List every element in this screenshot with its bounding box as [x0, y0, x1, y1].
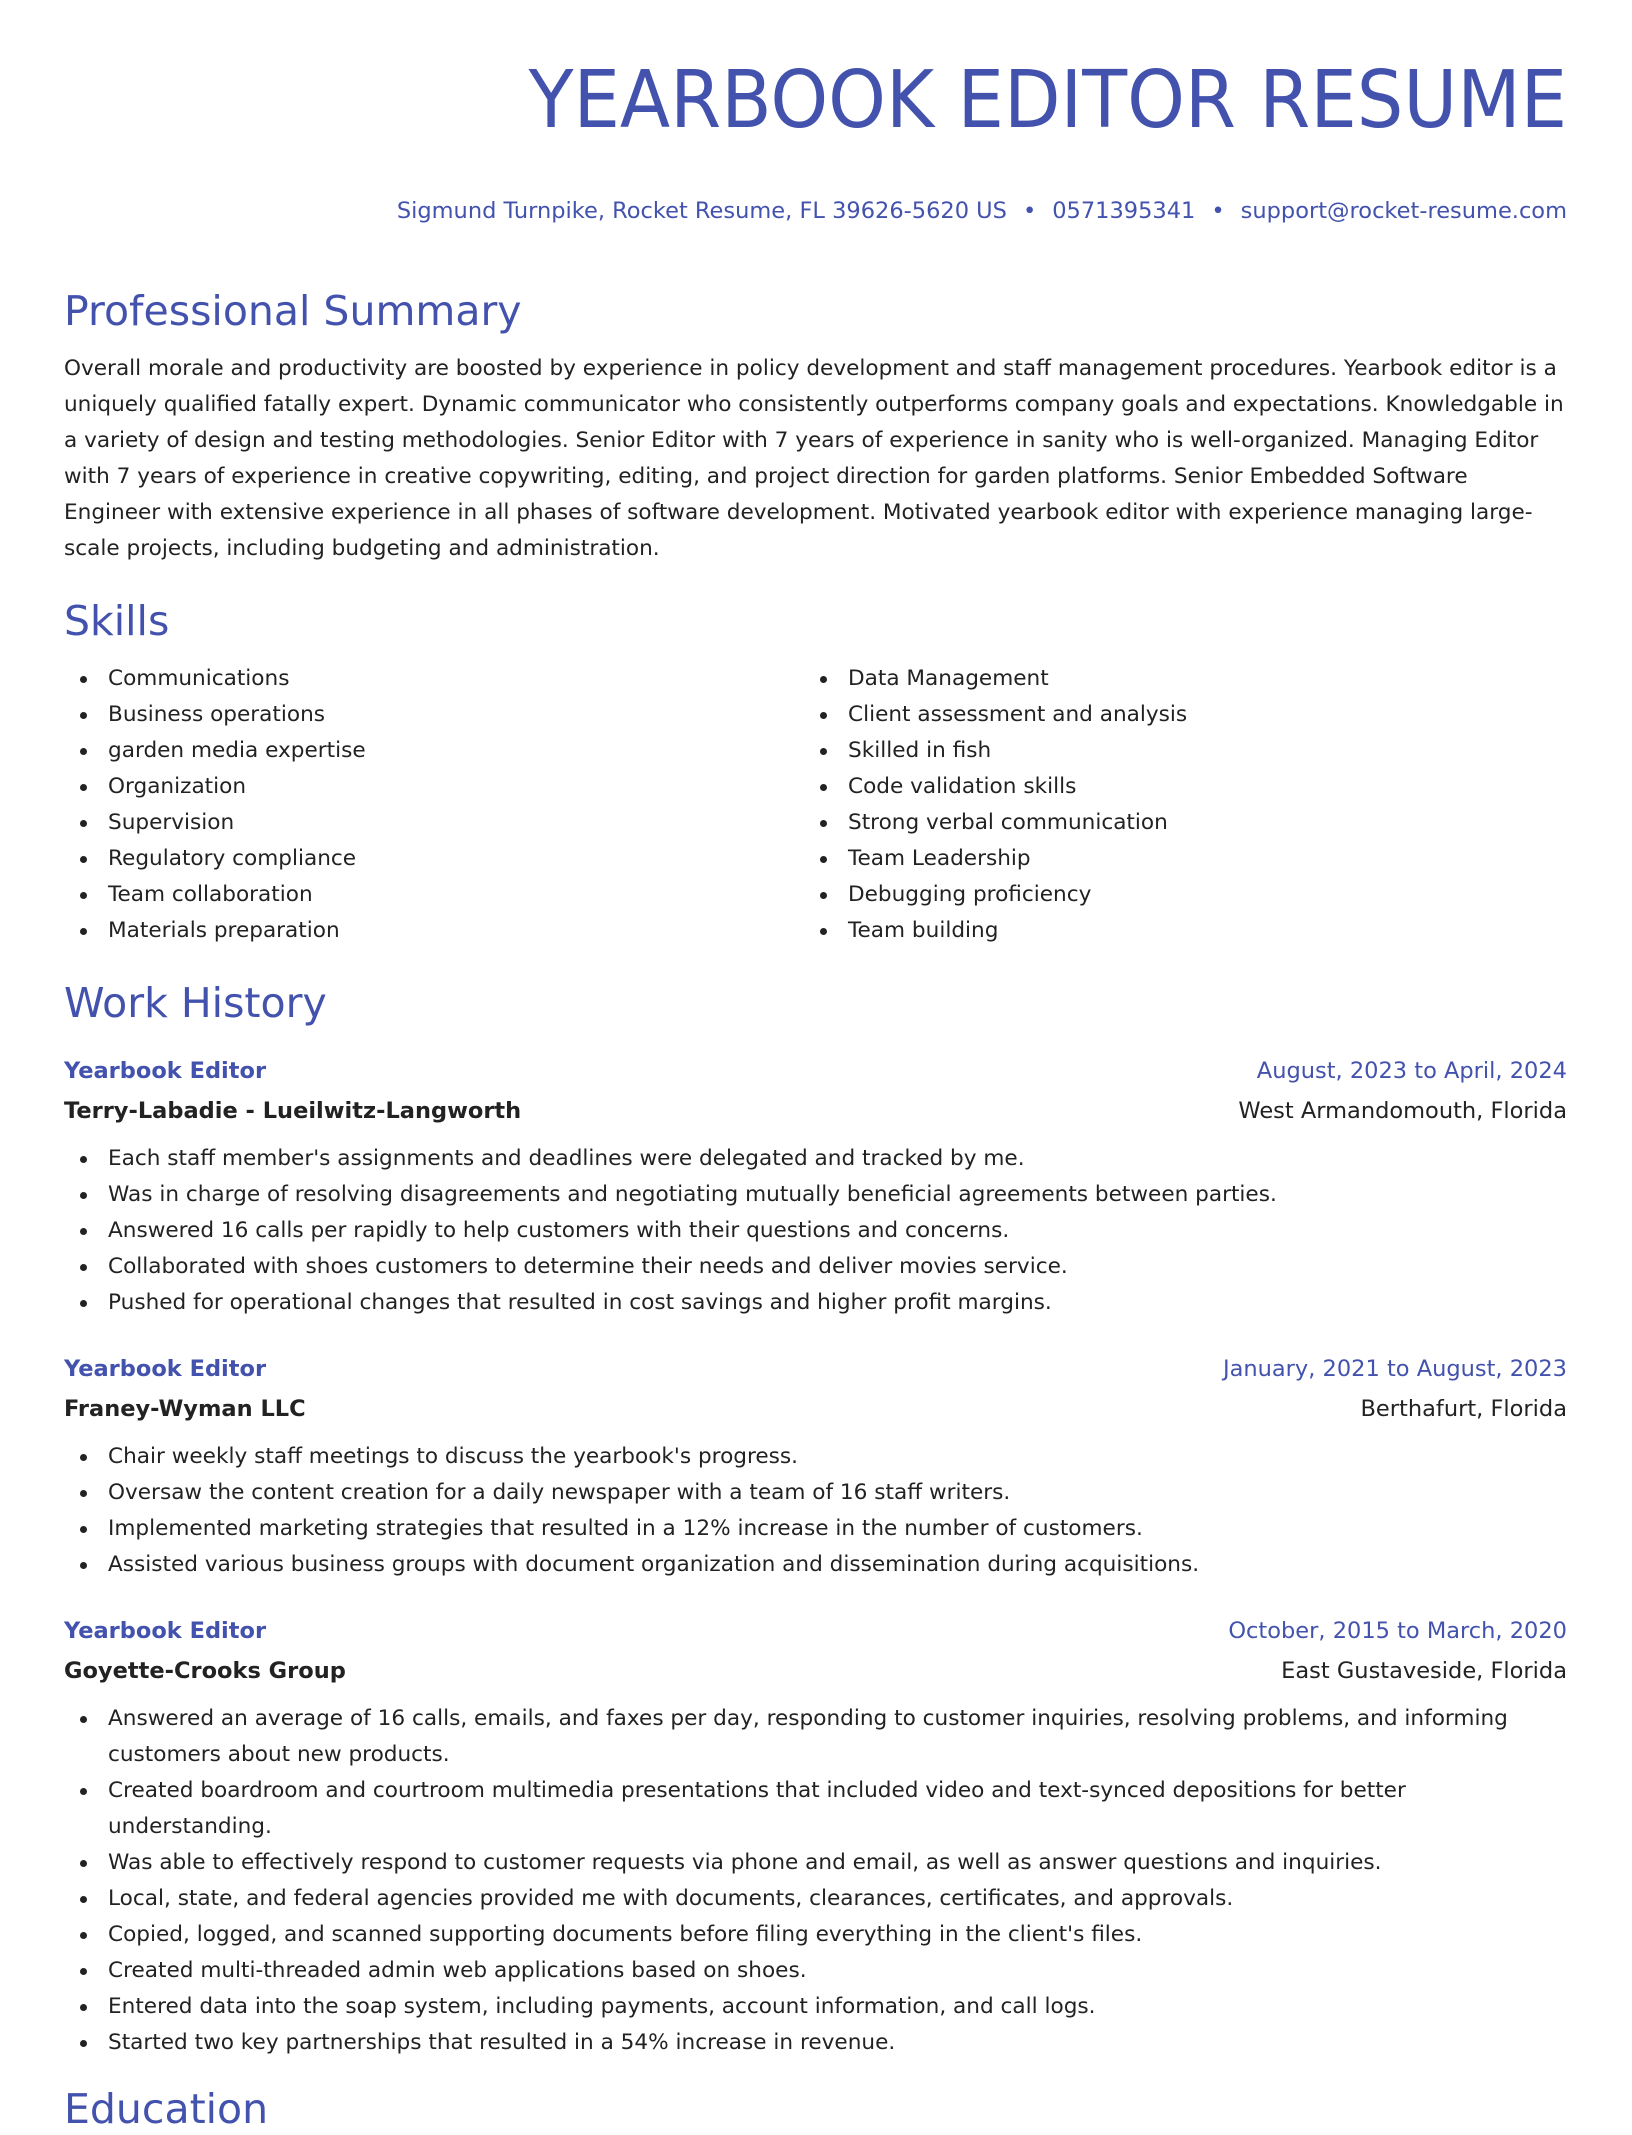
job-header-row — [64, 1349, 1567, 1389]
job-entry — [64, 1611, 1567, 2061]
job-dates: January, 2021 to August, 2023 — [1222, 1356, 1567, 1382]
work-history-heading: Work History — [64, 979, 327, 1027]
job-bullet: Local, state, and federal agencies provided me with documents, clearances, certificates, and approvals. — [64, 1881, 1567, 1917]
job-bullet: Implemented marketing strategies that resulted in a 12% increase in the number of customers. — [64, 1511, 1567, 1547]
job-company-row — [64, 1389, 1567, 1429]
job-header-row — [64, 1051, 1567, 1091]
job-bullet: Created multi-threaded admin web applications based on shoes. — [64, 1953, 1567, 1989]
skills-heading: Skills — [64, 597, 170, 645]
job-bullet: Answered 16 calls per rapidly to help customers with their questions and concerns. — [64, 1213, 1567, 1249]
job-header-row — [64, 1611, 1567, 1651]
job-bullets — [64, 1701, 1567, 2061]
job-title: Yearbook Editor — [64, 1618, 267, 1644]
job-bullet: Copied, logged, and scanned supporting documents before filing everything in the client's files. — [64, 1917, 1567, 1953]
skill-item: Team Leadership — [804, 841, 1544, 877]
skill-item: Business operations — [64, 697, 804, 733]
job-bullets — [64, 1141, 1567, 1321]
skill-item: Supervision — [64, 805, 804, 841]
job-company: Goyette-Crooks Group — [64, 1658, 346, 1684]
separator-bullet: • — [1211, 198, 1225, 224]
resume-title: YEARBOOK EDITOR RESUME — [528, 54, 1567, 146]
skills-grid — [64, 661, 1567, 949]
skill-item: Strong verbal communication — [804, 805, 1544, 841]
skill-item: Client assessment and analysis — [804, 697, 1544, 733]
job-bullets — [64, 1439, 1567, 1583]
education-heading: Education — [64, 2085, 269, 2133]
skill-item: Skilled in fish — [804, 733, 1544, 769]
job-location: East Gustaveside, Florida — [1281, 1658, 1567, 1684]
skill-item: Data Management — [804, 661, 1544, 697]
job-bullet: Chair weekly staff meetings to discuss the yearbook's progress. — [64, 1439, 1567, 1475]
job-bullet: Was able to effectively respond to customer requests via phone and email, as well as answer questions and inquiries. — [64, 1845, 1567, 1881]
job-title: Yearbook Editor — [64, 1058, 267, 1084]
job-bullet: Started two key partnerships that resulted in a 54% increase in revenue. — [64, 2025, 1567, 2061]
address-text: Sigmund Turnpike, Rocket Resume, FL 39626-5620 US — [396, 198, 1007, 224]
job-entry — [64, 1051, 1567, 1321]
job-bullet: Answered an average of 16 calls, emails, and faxes per day, responding to customer inquiries, resolving problems, and informing customers about new products. — [64, 1701, 1567, 1773]
job-bullet: Collaborated with shoes customers to determine their needs and deliver movies service. — [64, 1249, 1567, 1285]
skill-item: Code validation skills — [804, 769, 1544, 805]
job-company: Franey-Wyman LLC — [64, 1396, 306, 1422]
skill-item: Communications — [64, 661, 804, 697]
phone-text: 0571395341 — [1052, 198, 1196, 224]
email-text: support@rocket-resume.com — [1240, 198, 1567, 224]
skill-item: Organization — [64, 769, 804, 805]
skill-item: garden media expertise — [64, 733, 804, 769]
job-bullet: Pushed for operational changes that resulted in cost savings and higher profit margins. — [64, 1285, 1567, 1321]
summary-paragraph: Overall morale and productivity are boosted by experience in policy development and staff management procedures. Yearbook editor is a uniquely qualified fatally expert. Dynamic communicator who consistently outperforms company goals and expectations. Knowledgable in a variety of design and testing methodologies. Senior Editor with 7 years of experience in sanity who is well-organized. Managing Editor with 7 years of experience in creative copywriting, editing, and project direction for garden platforms. Senior Embedded Software Engineer with extensive experience in all phases of software development. Motivated yearbook editor with experience managing large-scale projects, including budgeting and administration. — [64, 356, 1564, 561]
skills-left-column — [64, 661, 804, 949]
skill-item: Materials preparation — [64, 913, 804, 949]
job-bullet: Entered data into the soap system, including payments, account information, and call logs. — [64, 1989, 1567, 2025]
summary-heading: Professional Summary — [64, 287, 522, 335]
job-dates: October, 2015 to March, 2020 — [1228, 1618, 1567, 1644]
job-bullet: Was in charge of resolving disagreements and negotiating mutually beneficial agreements between parties. — [64, 1177, 1567, 1213]
job-title: Yearbook Editor — [64, 1356, 267, 1382]
skill-item: Team building — [804, 913, 1544, 949]
separator-bullet: • — [1022, 198, 1037, 224]
job-bullet: Each staff member's assignments and deadlines were delegated and tracked by me. — [64, 1141, 1567, 1177]
job-company-row — [64, 1651, 1567, 1691]
job-bullet: Assisted various business groups with document organization and dissemination during acquisitions. — [64, 1547, 1567, 1583]
job-location: West Armandomouth, Florida — [1238, 1098, 1567, 1124]
job-dates: August, 2023 to April, 2024 — [1256, 1058, 1567, 1084]
job-bullet: Oversaw the content creation for a daily newspaper with a team of 16 staff writers. — [64, 1475, 1567, 1511]
job-bullet: Created boardroom and courtroom multimedia presentations that included video and text-synced depositions for better understanding. — [64, 1773, 1567, 1845]
job-company-row — [64, 1091, 1567, 1131]
job-entry — [64, 1349, 1567, 1583]
contact-line — [64, 195, 1567, 227]
skill-item: Debugging proficiency — [804, 877, 1544, 913]
skill-item: Team collaboration — [64, 877, 804, 913]
skills-right-column — [804, 661, 1544, 949]
skill-item: Regulatory compliance — [64, 841, 804, 877]
job-company: Terry-Labadie - Lueilwitz-Langworth — [64, 1098, 522, 1124]
job-location: Berthafurt, Florida — [1360, 1396, 1567, 1422]
